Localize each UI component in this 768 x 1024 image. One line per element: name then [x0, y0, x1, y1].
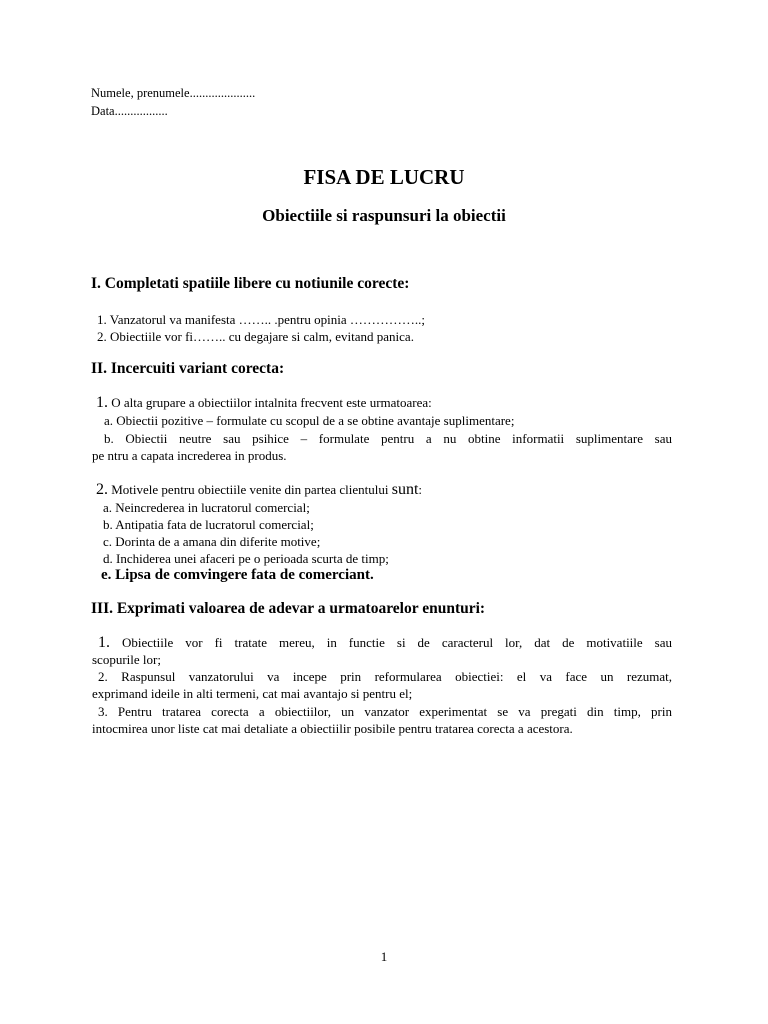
- statement-1-number: 1.: [98, 634, 110, 651]
- name-field-line: Numele, prenumele.....................: [91, 86, 256, 100]
- question-2-line: [96, 481, 422, 499]
- question-1-option-a: a. Obiectii pozitive – formulate cu scopul de a se obtine avantaje suplimentare;: [104, 413, 515, 428]
- statement-3-line-2: intocmirea unor liste cat mai detaliate a obiectiilir posibile pentru tratarea corecta a acestora.: [92, 721, 573, 736]
- page-number: 1: [380, 949, 388, 964]
- document-title: FISA DE LUCRU: [303, 165, 465, 189]
- question-2-option-e: e. Lipsa de comvingere fata de comerciant.: [101, 567, 374, 583]
- question-1-option-b-line-2: pe ntru a capata increderea in produs.: [92, 448, 287, 463]
- question-2-colon: :: [418, 482, 423, 497]
- question-2-text: Motivele pentru obiectiile venite din partea clientului: [111, 482, 389, 497]
- statement-1-line-1: 1. Obiectiile vor fi tratate mereu, in functie si de caracterul lor, dat de motivatiile sau: [98, 634, 672, 651]
- question-2-option-a: a. Neincrederea in lucratorul comercial;: [103, 500, 310, 515]
- statement-1-line-2: scopurile lor;: [92, 652, 161, 667]
- section-1-item-2: 2. Obiectiile vor fi…….. cu degajare si calm, evitand panica.: [97, 329, 414, 344]
- question-2-option-c: c. Dorinta de a amana din diferite motive;: [103, 534, 321, 549]
- question-1-line: [96, 394, 432, 412]
- section-2-heading: II. Incercuiti variant corecta:: [91, 360, 285, 377]
- section-1-heading: I. Completati spatiile libere cu notiunile corecte:: [91, 275, 410, 292]
- date-field-line: Data.................: [91, 104, 168, 118]
- question-2-number: 2.: [96, 481, 108, 498]
- statement-3-line-1: 3. Pentru tratarea corecta a obiectiilor, un vanzator experimentat se va pregati din timp, prin: [98, 704, 672, 719]
- section-1-item-1: 1. Vanzatorul va manifesta …….. .pentru opinia ……………..;: [97, 312, 425, 327]
- section-3-heading: III. Exprimati valoarea de adevar a urmatoarelor enunturi:: [91, 600, 486, 617]
- question-2-option-d: d. Inchiderea unei afaceri pe o perioada scurta de timp;: [103, 551, 389, 566]
- question-2-option-b: b. Antipatia fata de lucratorul comercial;: [103, 517, 314, 532]
- question-1-option-b-line-1: b. Obiectii neutre sau psihice – formulate pentru a nu obtine informatii suplimentare sau: [104, 431, 672, 446]
- question-1-text: O alta grupare a obiectiilor intalnita frecvent este urmatoarea:: [111, 395, 432, 410]
- statement-2-line-2: exprimand ideile in alti termeni, cat mai avantajo si pentru el;: [92, 686, 413, 701]
- question-1-number: 1.: [96, 394, 108, 411]
- statement-2-line-1: 2. Raspunsul vanzatorului va incepe prin reformularea obiectiei: el va face un rezumat,: [98, 669, 672, 684]
- document-subtitle: Obiectiile si raspunsuri la obiectii: [262, 206, 506, 225]
- question-2-emphasis: sunt: [391, 481, 419, 498]
